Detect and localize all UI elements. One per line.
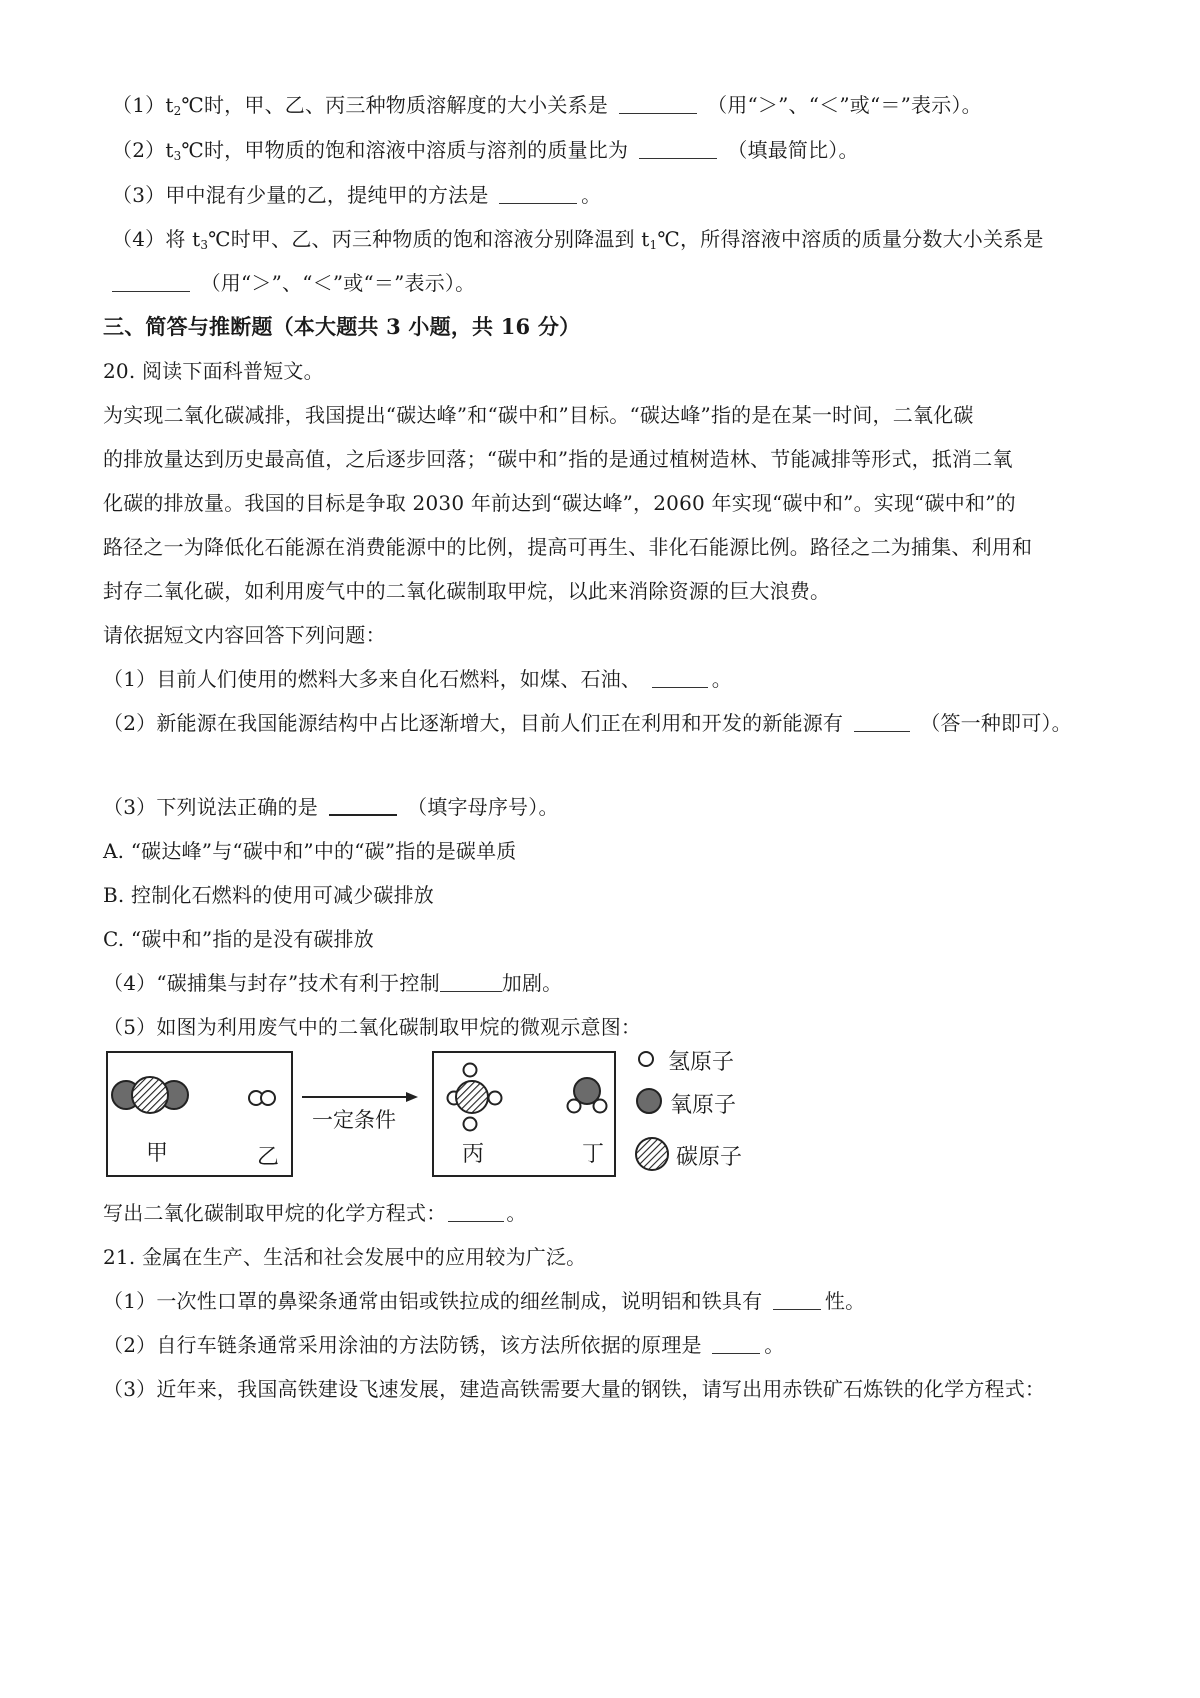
- q19-part4-text2: ℃时甲、乙、丙三种物质的饱和溶液分别降温到 t: [208, 227, 650, 251]
- passage-line: 路径之一为降低化石能源在消费能源中的比例，提高可再生、非化石能源比例。路径之二为捕集、利用和: [103, 535, 1033, 559]
- q19-part1-text: （1）t: [112, 93, 174, 117]
- co2-molecule-icon: [112, 1077, 188, 1113]
- q20-equation-end: 。: [506, 1201, 527, 1225]
- option-c: C. “碳中和”指的是没有碳排放: [103, 927, 374, 951]
- q19-part2-text2: ℃时，甲物质的饱和溶液中溶质与溶剂的质量比为: [181, 138, 629, 162]
- q21-part3: （3）近年来，我国高铁建设飞速发展，建造高铁需要大量的钢铁，请写出用赤铁矿石炼铁的化学方程式：: [103, 1377, 1046, 1401]
- passage-line: 化碳的排放量。我国的目标是争取 2030 年前达到“碳达峰”，2060 年实现“碳中和”。实现“碳中和”的: [103, 491, 1016, 515]
- q19-part1-note: （用“＞”、“＜”或“＝”表示）。: [707, 93, 982, 117]
- ch4-molecule-icon: [448, 1064, 502, 1131]
- arrow-head-icon: [406, 1092, 418, 1102]
- q20-equation-text: 写出二氧化碳制取甲烷的化学方程式：: [103, 1201, 447, 1225]
- hydrogen-atom-icon: [639, 1052, 653, 1066]
- q19-part1-sub: 2: [173, 104, 182, 118]
- q20-title: 20. 阅读下面科普短文。: [103, 359, 324, 383]
- q19-part3-end: 。: [581, 183, 602, 207]
- q20-instruction: 请依据短文内容回答下列问题：: [103, 623, 386, 647]
- q19-part4-text: （4）将 t: [112, 227, 201, 251]
- q19-part4-sub1: 3: [200, 238, 209, 252]
- q19-part1-text2: ℃时，甲、乙、丙三种物质溶解度的大小关系是: [181, 93, 608, 117]
- carbon-atom-icon: [636, 1138, 668, 1170]
- q21-part1-text: （1）一次性口罩的鼻梁条通常由铝或铁拉成的细丝制成，说明铝和铁具有: [103, 1289, 763, 1313]
- q20-part3-note: （填字母序号）。: [407, 795, 559, 819]
- h2o-molecule-icon: [568, 1078, 607, 1113]
- legend-carbon: 碳原子: [676, 1145, 743, 1170]
- option-a: A. “碳达峰”与“碳中和”中的“碳”指的是碳单质: [103, 839, 517, 863]
- q19-part4-text3: ℃，所得溶液中溶质的质量分数大小关系是: [657, 227, 1044, 251]
- q19-part2-note: （填最简比）。: [727, 138, 859, 162]
- q20-part2-text: （2）新能源在我国能源结构中占比逐渐增大，目前人们正在利用和开发的新能源有: [103, 711, 844, 735]
- q20-part4-text: （4）“碳捕集与封存”技术有利于控制: [103, 971, 440, 995]
- q20-part1-text: （1）目前人们使用的燃料大多来自化石燃料，如煤、石油、: [103, 667, 642, 691]
- q21-part1: [103, 1286, 865, 1316]
- option-b: B. 控制化石燃料的使用可减少碳排放: [103, 883, 435, 907]
- q21-part1-end: 性。: [824, 1289, 866, 1313]
- q20-part5: （5）如图为利用废气中的二氧化碳制取甲烷的微观示意图：: [103, 1015, 642, 1039]
- legend-oxygen: 氧原子: [670, 1093, 737, 1118]
- h2-molecule-icon: [249, 1091, 275, 1105]
- q20-part1-end: 。: [711, 667, 732, 691]
- q19-part3-text: （3）甲中混有少量的乙，提纯甲的方法是: [112, 183, 489, 207]
- section-heading: 三、简答与推断题（本大题共 3 小题，共 16 分）: [103, 314, 581, 339]
- q21-title: 21. 金属在生产、生活和社会发展中的应用较为广泛。: [103, 1245, 587, 1269]
- legend-hydrogen: 氢原子: [668, 1050, 735, 1075]
- q20-equation: [103, 1198, 527, 1228]
- answer-blank[interactable]: [712, 1335, 760, 1354]
- oxygen-atom-icon: [637, 1089, 661, 1113]
- q21-part2: [103, 1330, 785, 1360]
- q19-part4-note: （用“＞”、“＜”或“＝”表示）。: [200, 271, 476, 295]
- q19-part2-text: （2）t: [112, 138, 174, 162]
- q20-part4-end: 加剧。: [501, 971, 563, 995]
- answer-blank[interactable]: [448, 1203, 504, 1222]
- label-bing: 丙: [462, 1142, 485, 1167]
- passage-line: 封存二氧化碳，如利用废气中的二氧化碳制取甲烷，以此来消除资源的巨大浪费。: [103, 579, 831, 603]
- label-jia: 甲: [146, 1141, 169, 1166]
- answer-blank[interactable]: [773, 1291, 821, 1310]
- q19-part4-sub2: 1: [649, 238, 658, 252]
- arrow-condition-label: 一定条件: [312, 1108, 396, 1132]
- q20-part2-note: （答一种即可）。: [920, 711, 1072, 735]
- q21-part2-text: （2）自行车链条通常采用涂油的方法防锈，该方法所依据的原理是: [103, 1333, 702, 1357]
- q19-part2-sub: 3: [173, 149, 182, 163]
- label-yi: 乙: [257, 1145, 280, 1170]
- passage-line: 为实现二氧化碳减排，我国提出“碳达峰”和“碳中和”目标。“碳达峰”指的是在某一时间，二氧化碳: [103, 403, 974, 427]
- q21-part2-end: 。: [764, 1333, 785, 1357]
- q20-part3-text: （3）下列说法正确的是: [103, 795, 318, 819]
- label-ding: 丁: [582, 1142, 605, 1167]
- passage-line: 的排放量达到历史最高值，之后逐步回落；“碳中和”指的是通过植树造林、节能减排等形式，抵消二氧: [103, 447, 1013, 471]
